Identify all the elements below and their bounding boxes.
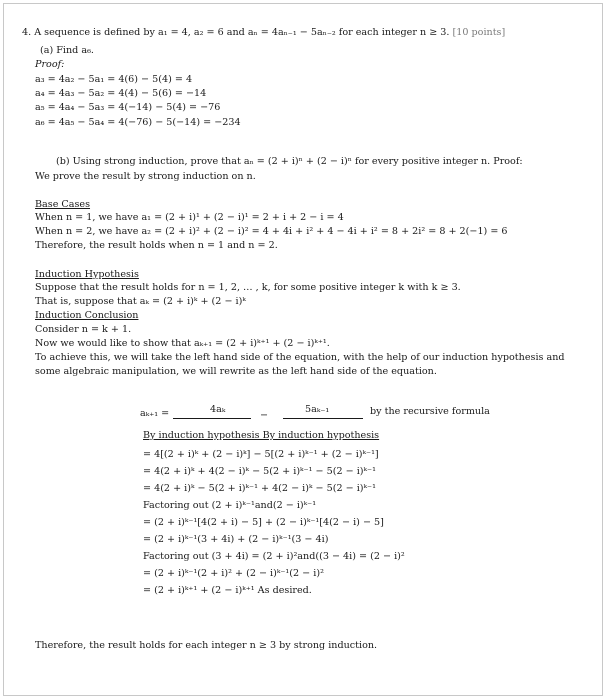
hypothesis-notes: By induction hypothesis By induction hypothesis: [143, 430, 380, 441]
underbrace-term-1: [173, 418, 251, 419]
conclusion-line-3: To achieve this, we will take the left hand side of the equation, with the help of our induction hypothesis and: [35, 352, 565, 363]
base-cases-title: Base Cases: [35, 199, 91, 210]
part-a-line-2: a₄ = 4a₃ − 5a₂ = 4(4) − 5(6) = −14: [35, 88, 207, 99]
derivation-step-4: Factoring out (2 + i)ᵏ⁻¹and(2 − i)ᵏ⁻¹: [143, 500, 317, 511]
base-case-1: When n = 1, we have a₁ = (2 + i)¹ + (2 − i)¹ = 2 + i + 2 − i = 4: [35, 212, 344, 223]
final-statement: Therefore, the result holds for each integer n ≥ 3 by strong induction.: [35, 640, 378, 651]
derivation-step-1: = 4[(2 + i)ᵏ + (2 − i)ᵏ] − 5[(2 + i)ᵏ⁻¹ + (2 − i)ᵏ⁻¹]: [143, 449, 379, 460]
proof-label: Proof:: [35, 59, 65, 70]
derivation-step-2: = 4(2 + i)ᵏ + 4(2 − i)ᵏ − 5(2 + i)ᵏ⁻¹ − 5(2 − i)ᵏ⁻¹: [143, 466, 376, 477]
derivation-step-3: = 4(2 + i)ᵏ − 5(2 + i)ᵏ⁻¹ + 4(2 − i)ᵏ − 5(2 − i)ᵏ⁻¹: [143, 483, 376, 494]
derivation-step-8: = (2 + i)ᵏ⁻¹(2 + i)² + (2 − i)ᵏ⁻¹(2 − i)²: [143, 568, 324, 579]
derivation-term-2: 5aₖ₋₁: [305, 404, 330, 415]
derivation-step-9: = (2 + i)ᵏ⁺¹ + (2 − i)ᵏ⁺¹ As desired.: [143, 585, 312, 596]
hypothesis-title: Induction Hypothesis: [35, 269, 139, 280]
part-b-intro: We prove the result by strong induction on n.: [35, 171, 256, 182]
part-a-line-4: a₆ = 4a₅ − 5a₄ = 4(−76) − 5(−14) = −234: [35, 117, 241, 128]
part-b-statement: (b) Using strong induction, prove that aₙ = (2 + i)ⁿ + (2 − i)ⁿ for every positive integer n. Proof:: [56, 156, 523, 167]
problem-header: [22, 27, 505, 39]
conclusion-title: Induction Conclusion: [35, 310, 139, 321]
points-badge: [10 points]: [452, 27, 506, 38]
derivation-step-7: Factoring out (3 + 4i) = (2 + i)²and((3 − 4i) = (2 − i)²: [143, 551, 405, 562]
problem-statement: 4. A sequence is defined by a₁ = 4, a₂ = 6 and aₙ = 4aₙ₋₁ − 5aₙ₋₂ for each integer n ≥ 3.: [22, 27, 450, 38]
underbrace-term-2: [283, 418, 363, 419]
base-cases-conclusion: Therefore, the result holds when n = 1 and n = 2.: [35, 240, 278, 251]
recursive-formula-note: by the recursive formula: [370, 406, 490, 417]
conclusion-line-2: Now we would like to show that aₖ₊₁ = (2 + i)ᵏ⁺¹ + (2 − i)ᵏ⁺¹.: [35, 338, 330, 349]
part-a-line-1: a₃ = 4a₂ − 5a₁ = 4(6) − 5(4) = 4: [35, 74, 193, 85]
derivation-minus: −: [260, 410, 269, 421]
part-a-label: (a) Find a₆.: [40, 45, 94, 56]
derivation-step-5: = (2 + i)ᵏ⁻¹[4(2 + i) − 5] + (2 − i)ᵏ⁻¹[4(2 − i) − 5]: [143, 517, 384, 528]
hypothesis-line-2: That is, suppose that aₖ = (2 + i)ᵏ + (2 − i)ᵏ: [35, 296, 246, 307]
derivation-step-6: = (2 + i)ᵏ⁻¹(3 + 4i) + (2 − i)ᵏ⁻¹(3 − 4i): [143, 534, 329, 545]
derivation-lhs: aₖ₊₁ =: [140, 408, 170, 419]
part-a-line-3: a₅ = 4a₄ − 5a₃ = 4(−14) − 5(4) = −76: [35, 102, 221, 113]
base-case-2: When n = 2, we have a₂ = (2 + i)² + (2 − i)² = 4 + 4i + i² + 4 − 4i + i² = 8 + 2i² = 8 + 2(−1) = 6: [35, 226, 508, 237]
hypothesis-line-1: Suppose that the result holds for n = 1, 2, … , k, for some positive integer k with k ≥ 3.: [35, 282, 461, 293]
derivation-term-1: 4aₖ: [210, 404, 226, 415]
conclusion-line-4: some algebraic manipulation, we will rewrite as the left hand side of the equation.: [35, 366, 437, 377]
conclusion-line-1: Consider n = k + 1.: [35, 324, 132, 335]
